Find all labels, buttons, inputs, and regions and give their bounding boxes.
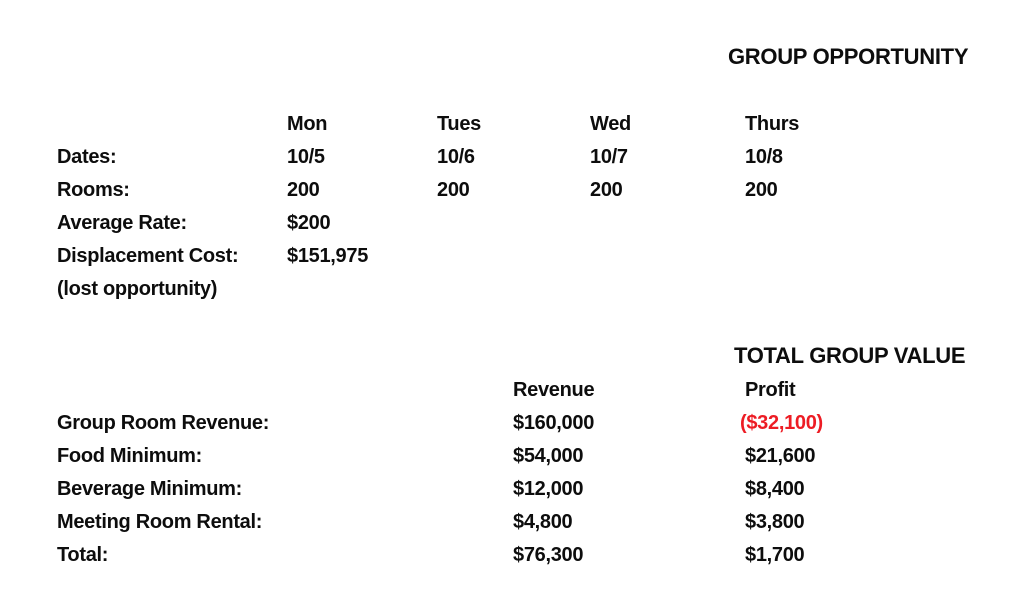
- table-row-displacement-cost: [0, 243, 1019, 270]
- row-label: Group Room Revenue:: [57, 412, 270, 434]
- row-label: Dates:: [57, 146, 117, 168]
- table-row-average-rate: [0, 210, 1019, 237]
- row-label: Beverage Minimum:: [57, 478, 242, 500]
- table-row-lost-opportunity: [0, 276, 1019, 303]
- profit-cell: $8,400: [745, 478, 805, 500]
- rooms-cell: 200: [745, 179, 778, 201]
- day-header-tues: Tues: [437, 113, 481, 135]
- day-header-mon: Mon: [287, 113, 328, 135]
- displacement-cost-cell: $151,975: [287, 245, 369, 267]
- profit-column-header: Profit: [745, 379, 796, 401]
- table-row-beverage-minimum: [0, 476, 1019, 503]
- page-title: GROUP OPPORTUNITY: [728, 44, 969, 69]
- day-header-thurs: Thurs: [745, 113, 800, 135]
- profit-cell: $1,700: [745, 544, 805, 566]
- value-header-row: [0, 377, 1019, 404]
- revenue-cell: $160,000: [513, 412, 595, 434]
- row-label: Average Rate:: [57, 212, 187, 234]
- day-header-row: [0, 111, 1019, 138]
- date-cell: 10/7: [590, 146, 628, 168]
- profit-cell: $3,800: [745, 511, 805, 533]
- date-cell: 10/5: [287, 146, 325, 168]
- row-label: Total:: [57, 544, 109, 566]
- table-row-group-room-revenue: [0, 410, 1019, 437]
- table-row-meeting-room-rental: [0, 509, 1019, 536]
- section-title-total-group-value: TOTAL GROUP VALUE: [734, 343, 966, 368]
- rooms-cell: 200: [590, 179, 623, 201]
- row-label: Meeting Room Rental:: [57, 511, 263, 533]
- row-label: Food Minimum:: [57, 445, 202, 467]
- revenue-cell: $4,800: [513, 511, 573, 533]
- table-row-dates: [0, 144, 1019, 171]
- average-rate-cell: $200: [287, 212, 331, 234]
- rooms-cell: 200: [437, 179, 470, 201]
- revenue-cell: $54,000: [513, 445, 584, 467]
- profit-cell-negative: ($32,100): [740, 412, 823, 434]
- row-label: Displacement Cost:: [57, 245, 239, 267]
- day-header-wed: Wed: [590, 113, 631, 135]
- row-label: (lost opportunity): [57, 278, 218, 300]
- profit-cell: $21,600: [745, 445, 816, 467]
- date-cell: 10/6: [437, 146, 475, 168]
- revenue-column-header: Revenue: [513, 379, 595, 401]
- rooms-cell: 200: [287, 179, 320, 201]
- table-row-total: [0, 542, 1019, 569]
- revenue-cell: $12,000: [513, 478, 584, 500]
- row-label: Rooms:: [57, 179, 130, 201]
- date-cell: 10/8: [745, 146, 783, 168]
- revenue-cell: $76,300: [513, 544, 584, 566]
- table-row-rooms: [0, 177, 1019, 204]
- table-row-food-minimum: [0, 443, 1019, 470]
